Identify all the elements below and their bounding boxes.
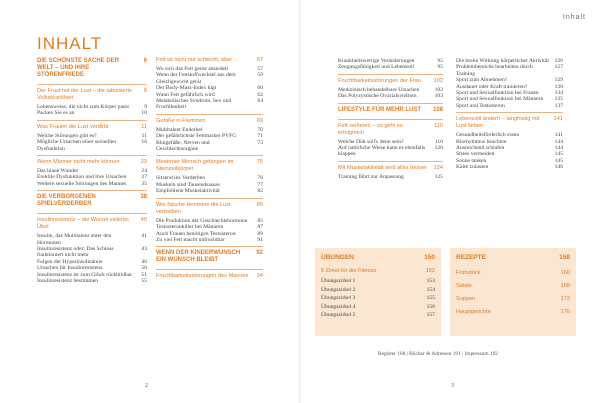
box-entry-page: 155 bbox=[426, 295, 435, 301]
toc-page-number: 11 bbox=[141, 132, 147, 139]
box-entry-page: 160 bbox=[560, 270, 570, 276]
toc-entry-title: Gefäße in Flammen bbox=[156, 117, 206, 124]
box-entry-title: Übungszirkel 5 bbox=[321, 312, 356, 318]
toc-entry-title: Sport zum Abnehmen? bbox=[456, 77, 508, 84]
toc-page-number: 145 bbox=[554, 157, 563, 164]
toc-chapter-heading[interactable] bbox=[37, 124, 147, 131]
toc-entry[interactable] bbox=[338, 145, 443, 158]
toc-entry-title: Blutgefäße, Nerven und Geschlechtsorgane bbox=[156, 139, 210, 153]
toc-entry-title: Auch Frauen benötigen Testosteron bbox=[156, 230, 236, 237]
toc-chapter-heading[interactable] bbox=[156, 273, 263, 280]
toc-entry-title: Problembereiche bearbeiten durch Training bbox=[456, 64, 533, 77]
toc-entry-title: Training führt zur Anpassung bbox=[338, 173, 404, 180]
page-number-right: 3 bbox=[451, 383, 454, 389]
section-divider bbox=[456, 112, 563, 113]
toc-page-number: 24 bbox=[141, 168, 147, 175]
toc-chapter-heading[interactable] bbox=[156, 57, 263, 64]
exercise-list bbox=[321, 277, 435, 320]
toc-entry[interactable] bbox=[37, 278, 147, 284]
toc-entry[interactable] bbox=[456, 64, 563, 77]
toc-page-number: 51 bbox=[141, 271, 147, 278]
toc-page-number: 71 bbox=[257, 133, 263, 140]
toc-column-1 bbox=[37, 58, 147, 285]
toc-chapter-heading[interactable] bbox=[338, 165, 443, 172]
toc-page-number: 41 bbox=[141, 233, 147, 240]
toc-entry-title: Wann Fett gefährlich wird bbox=[156, 91, 215, 98]
toc-entry[interactable] bbox=[156, 237, 263, 243]
toc-page-number: 108 bbox=[432, 106, 443, 113]
toc-page-number: 102 bbox=[434, 86, 443, 93]
toc-page-number: 95 bbox=[437, 64, 443, 71]
toc-entry[interactable] bbox=[37, 139, 147, 152]
toc-chapter-heading[interactable] bbox=[338, 123, 443, 137]
toc-entry-title: Ausreichend schlafen bbox=[456, 145, 505, 152]
toc-entry-title: Biorhythmus beachten bbox=[456, 138, 507, 145]
toc-page-number: 127 bbox=[554, 64, 563, 71]
toc-page-number: 82 bbox=[257, 188, 263, 195]
toc-page-number: 141 bbox=[554, 132, 563, 139]
toc-entry-title: Welche Störungen gibt es? bbox=[37, 132, 97, 139]
section-divider bbox=[338, 74, 443, 75]
toc-column-2 bbox=[156, 57, 263, 282]
toc-chapter-heading[interactable] bbox=[338, 78, 443, 85]
toc-entry-title: Empfohlene Muskelaktivität bbox=[156, 188, 220, 195]
recipe-entry[interactable] bbox=[456, 306, 570, 319]
exercise-entry[interactable] bbox=[321, 303, 435, 312]
toc-page-number: 23 bbox=[140, 159, 147, 166]
toc-page-number: 135 bbox=[554, 96, 563, 103]
toc-entry-title: Wenn Männer nicht mehr können bbox=[37, 159, 120, 166]
toc-entry-title: Auf natürliche Weise kann es ebenfalls klappen bbox=[338, 145, 426, 158]
toc-entry-title: WENN DER KINDERWUNSCH EIN WUNSCH BLEIBT bbox=[156, 250, 241, 264]
toc-page-number: 6 bbox=[143, 58, 147, 64]
toc-entry-title: Krankheitswertige Veränderungen bbox=[338, 58, 415, 64]
section-divider bbox=[156, 269, 263, 270]
toc-page-number: 95 bbox=[437, 58, 443, 64]
toc-page-number: 85 bbox=[257, 217, 263, 224]
exercises-subheading[interactable]: 5 Zirkel für die Fitness 152 bbox=[321, 268, 435, 274]
toc-page-number: 103 bbox=[434, 93, 443, 100]
toc-entry-title: Lebensstil ändern – langfristig mit Lust lieben bbox=[456, 116, 540, 130]
toc-entry-title: Insulinresistenz ist zum Glück rückbildbar bbox=[37, 271, 133, 278]
box-entry-title: Übungszirkel 4 bbox=[321, 303, 356, 310]
toc-entry-title: Insulinresistenz – die Wurzel vielerlei Übel bbox=[37, 217, 129, 231]
section-divider bbox=[37, 190, 147, 191]
section-divider bbox=[156, 198, 263, 199]
toc-entry[interactable] bbox=[37, 110, 147, 116]
toc-entry-title: Der Frust mit der Lust – die tabuisierte Volkskrankheit bbox=[37, 88, 133, 101]
toc-page-number: 102 bbox=[433, 77, 443, 84]
toc-entry-title: Das blaue Wunder bbox=[37, 168, 79, 175]
toc-entry-title: Packen Sie es an bbox=[37, 110, 75, 117]
toc-page-number: 134 bbox=[554, 90, 563, 97]
toc-entry-title: Sport und Testosteron bbox=[456, 102, 505, 109]
toc-entry[interactable] bbox=[338, 174, 443, 180]
toc-page-number: 27 bbox=[141, 174, 147, 181]
running-head: Inhalt bbox=[562, 14, 586, 21]
toc-entry-title: Zeugungsfähigkeit und Lebensstil bbox=[338, 64, 415, 71]
toc-page-number: 87 bbox=[257, 224, 263, 231]
toc-section-heading[interactable] bbox=[37, 58, 147, 79]
toc-entry-title: DIE VERBORGENEN SPIELVERDERBER bbox=[37, 194, 96, 208]
toc-page-number: 75 bbox=[256, 159, 263, 166]
toc-page-number: 76 bbox=[257, 175, 263, 182]
toc-page-number: 126 bbox=[554, 58, 563, 64]
toc-page-number: 9 bbox=[144, 104, 147, 110]
toc-entry[interactable] bbox=[156, 72, 263, 85]
toc-entry-title: Fett ist nicht nur schlecht, aber … bbox=[156, 57, 240, 63]
toc-page-number: 89 bbox=[257, 230, 263, 237]
toc-entry[interactable] bbox=[338, 93, 443, 99]
toc-entry-title: Die Produktion der Geschlechtshormone bbox=[156, 217, 248, 224]
toc-section-heading[interactable] bbox=[156, 250, 263, 264]
toc-page-number: 69 bbox=[256, 117, 263, 124]
toc-entry[interactable] bbox=[456, 164, 563, 170]
toc-chapter-heading[interactable] bbox=[37, 159, 147, 166]
toc-page-number: 38 bbox=[140, 194, 147, 201]
toc-entry-title: Mögliche Ursachen einer sexuellen Dysfunktion bbox=[37, 139, 117, 152]
toc-page-number: 55 bbox=[141, 278, 147, 285]
box-entry-title: Suppen bbox=[456, 296, 476, 302]
toc-entry[interactable] bbox=[156, 188, 263, 194]
toc-page-number: 129 bbox=[554, 77, 563, 84]
exercise-entry[interactable] bbox=[321, 277, 435, 286]
toc-page-number: 10 bbox=[141, 110, 147, 117]
toc-entry-title: Stress vermeiden bbox=[456, 151, 495, 158]
toc-page-number: 16 bbox=[141, 139, 147, 146]
toc-page-number: 144 bbox=[554, 145, 563, 152]
toc-entry-title: Mit Muskelaktivität wird alles besser bbox=[338, 164, 427, 171]
toc-chapter-heading[interactable] bbox=[156, 202, 263, 216]
toc-entry-title: Moderner Mensch gefangen im Steinzeitkörper bbox=[156, 159, 234, 173]
toc-entry-title: Ausdauer oder Kraft trainieren? bbox=[456, 83, 528, 90]
toc-entry[interactable] bbox=[338, 64, 443, 70]
toc-page-number: 110 bbox=[434, 122, 443, 129]
toc-entry-title: Fruchtbarkeitsstörungen der Frau bbox=[338, 77, 422, 84]
exercises-box bbox=[315, 248, 441, 336]
box-entry-page: 157 bbox=[426, 312, 435, 318]
toc-entry-title: Multitalent Endothel bbox=[156, 126, 203, 133]
toc-entry-title: Zu viel Fett macht unfruchtbar bbox=[156, 236, 225, 243]
toc-entry-title: Folgen der Hyperinsulinämie bbox=[37, 258, 103, 265]
recipes-heading[interactable]: REZEPTE 158 bbox=[456, 254, 570, 261]
toc-page-number: 8 bbox=[143, 88, 147, 94]
toc-page-number: 77 bbox=[257, 181, 263, 188]
toc-entry-title: Ursachen für Insulinresistenz bbox=[37, 265, 103, 272]
recipes-box bbox=[450, 248, 576, 336]
box-entry-title: Übungszirkel 3 bbox=[321, 295, 356, 301]
toc-chapter-heading[interactable] bbox=[156, 118, 263, 125]
exercise-entry[interactable] bbox=[321, 286, 435, 295]
index-footer: Register 188 | Bücher & Adressen 191 | Impressum 192 bbox=[378, 351, 498, 357]
toc-page-number: 43 bbox=[141, 246, 147, 253]
box-entry-page: 168 bbox=[560, 283, 570, 289]
box-entry-page: 172 bbox=[560, 296, 570, 302]
toc-page-number: 60 bbox=[257, 85, 263, 92]
section-divider bbox=[156, 114, 263, 115]
toc-page-number: 120 bbox=[434, 145, 443, 152]
box-entry-title: Frühstück bbox=[456, 270, 481, 276]
box-entry-page: 154 bbox=[426, 286, 435, 293]
toc-page-number: 144 bbox=[554, 138, 563, 145]
toc-entry-title: Die breite Wirkung körperlicher Aktivität bbox=[456, 58, 549, 64]
toc-entry-title: Weitere sexuelle Störungen des Mannes bbox=[37, 180, 127, 187]
toc-page-number: 70 bbox=[257, 126, 263, 133]
toc-entry-title: Insulin, das Multitalent unter den Hormonen bbox=[37, 233, 112, 246]
toc-page-number: 110 bbox=[434, 138, 443, 145]
toc-page-number: 85 bbox=[256, 201, 263, 208]
toc-page-number: 92 bbox=[256, 250, 263, 257]
toc-entry[interactable] bbox=[156, 140, 263, 153]
box-entry-title: Hauptgerichte bbox=[456, 309, 491, 315]
toc-entry-title: DIE SCHÖNSTE SACHE DER WELT – UND IHRE STÖRENFRIEDE bbox=[37, 58, 120, 78]
box-entry-page: 176 bbox=[560, 309, 570, 315]
toc-page-number: 62 bbox=[257, 91, 263, 98]
toc-entry[interactable] bbox=[156, 98, 263, 111]
exercise-entry[interactable] bbox=[321, 311, 435, 320]
toc-entry-title: Testosteronkiller bei Männern bbox=[156, 224, 224, 231]
toc-entry-title: Wenn der Fettstoffwechsel aus dem Gleichgewicht gerät bbox=[156, 72, 236, 85]
toc-page-number: 59 bbox=[257, 72, 263, 79]
toc-page-number: 11 bbox=[141, 123, 147, 130]
toc-page-number: 137 bbox=[554, 102, 563, 109]
toc-entry-title: Medizinisch behandelbare Ursachen bbox=[338, 86, 420, 93]
toc-page-number: 46 bbox=[141, 258, 147, 265]
toc-page-number: 64 bbox=[257, 98, 263, 105]
toc-entry-title: Was Frauen die Lust verdirbt bbox=[37, 123, 109, 130]
toc-entry-title: Der gefährlichste Fettmarker PVFG bbox=[156, 133, 237, 140]
section-divider bbox=[37, 84, 147, 85]
toc-entry[interactable] bbox=[37, 233, 147, 246]
page-title: INHALT bbox=[37, 34, 103, 53]
toc-page-number: 145 bbox=[554, 151, 563, 158]
toc-entry[interactable] bbox=[37, 181, 147, 187]
box-entry-page: 153 bbox=[426, 278, 435, 284]
toc-entry-title: Fruchtbarkeitsstörungen des Mannes bbox=[156, 273, 249, 280]
toc-page-number: 94 bbox=[256, 273, 263, 280]
toc-entry-title: Der Body-Mass-Index lügt bbox=[156, 85, 217, 92]
toc-entry[interactable] bbox=[456, 103, 563, 109]
recipe-list bbox=[456, 267, 570, 319]
toc-section-heading[interactable] bbox=[338, 107, 443, 114]
toc-page-number: 125 bbox=[434, 173, 443, 180]
toc-entry-title: Sitzend ins Verderben bbox=[156, 175, 205, 182]
section-divider bbox=[37, 155, 147, 156]
toc-page-number: 124 bbox=[433, 164, 443, 171]
toc-entry-title: Insulinresistenz oder: Das Schloss funktioniert nicht mehr bbox=[37, 246, 114, 259]
section-divider bbox=[338, 161, 443, 162]
toc-page-number: 40 bbox=[140, 217, 147, 224]
toc-entry-title: Lebensweise, die nicht zum Körper passt bbox=[37, 104, 129, 110]
box-entry-title: Übungszirkel 2 bbox=[321, 286, 356, 293]
toc-entry-title: Kälte zulassen bbox=[456, 164, 489, 171]
recipe-entry[interactable] bbox=[456, 293, 570, 306]
section-divider bbox=[338, 119, 443, 120]
toc-entry-title: Wo sich das Fett gerne ansiedelt bbox=[156, 66, 229, 72]
page-number-left: 2 bbox=[145, 383, 148, 389]
toc-section-heading[interactable] bbox=[37, 194, 147, 208]
toc-chapter-heading[interactable] bbox=[456, 116, 563, 130]
toc-chapter-heading[interactable] bbox=[156, 159, 263, 173]
toc-entry-title: Muskeln sind Tausendsassas bbox=[156, 181, 220, 188]
toc-page-number: 146 bbox=[554, 164, 563, 171]
recipe-entry[interactable] bbox=[456, 267, 570, 280]
toc-page-number: 130 bbox=[554, 83, 563, 90]
toc-entry-title: Sonne tanken bbox=[456, 157, 487, 164]
toc-page-number: 57 bbox=[256, 57, 263, 63]
toc-entry-title: LIFESTYLE FÜR MEHR LUST bbox=[338, 106, 421, 113]
toc-entry-title: Insulinresistenz bestimmen bbox=[37, 278, 99, 285]
toc-entry-title: Das Polyzystische Ovarialsyndrom bbox=[338, 93, 417, 100]
toc-chapter-heading[interactable] bbox=[37, 88, 147, 102]
toc-entry-title: Sport und Sexualfunktion bei Frauen bbox=[456, 90, 539, 97]
section-divider bbox=[37, 120, 147, 121]
exercise-entry[interactable] bbox=[321, 294, 435, 303]
book-spine bbox=[299, 0, 301, 403]
section-divider bbox=[156, 246, 263, 247]
toc-page-number: 73 bbox=[257, 139, 263, 146]
toc-page-number: 50 bbox=[141, 265, 147, 272]
toc-page-number: 57 bbox=[257, 66, 263, 72]
toc-page-number: 91 bbox=[257, 236, 263, 243]
toc-page-number: 141 bbox=[553, 116, 563, 123]
box-entry-page: 156 bbox=[426, 303, 435, 310]
toc-entry[interactable] bbox=[37, 246, 147, 259]
toc-entry-title: Gesundheitsförderlich essen bbox=[456, 132, 520, 139]
toc-entry-title: Fett verlieren – so geht es erfolgreich bbox=[338, 122, 403, 136]
toc-column-4 bbox=[456, 58, 563, 171]
exercises-heading[interactable]: ÜBUNGEN 150 bbox=[321, 254, 435, 261]
box-entry-title: Salate bbox=[456, 283, 472, 289]
section-divider bbox=[37, 213, 147, 214]
toc-entry-title: Sport und Sexualfunktion bei Männern bbox=[456, 96, 544, 103]
toc-chapter-heading[interactable] bbox=[37, 217, 147, 231]
toc-page-number: 35 bbox=[141, 180, 147, 187]
toc-column-3 bbox=[338, 58, 443, 180]
toc-entry-title: Wie falsche Hormone die Lust vertreiben bbox=[156, 201, 231, 215]
section-divider bbox=[156, 155, 263, 156]
toc-entry-title: Metabolisches Syndrom, Sex und Fruchtbarkeit bbox=[156, 98, 232, 111]
section-divider bbox=[338, 103, 443, 104]
toc-entry-title: Erektile Dysfunktion und ihre Ursachen bbox=[37, 174, 127, 181]
box-entry-title: Übungszirkel 1 bbox=[321, 278, 356, 284]
toc-entry-title: Welche Diät soll's denn sein? bbox=[338, 138, 404, 145]
recipe-entry[interactable] bbox=[456, 280, 570, 293]
